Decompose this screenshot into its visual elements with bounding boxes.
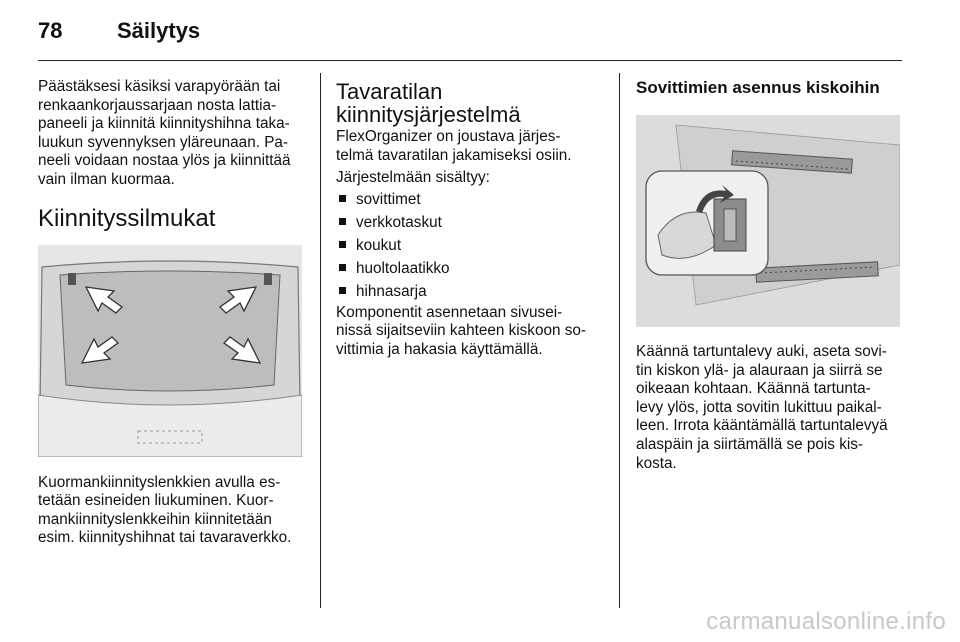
trunk-tie-down-diagram — [38, 245, 302, 457]
bullet-icon — [339, 287, 346, 294]
body-line: kosta. — [636, 454, 677, 472]
chapter-title: Säilytys — [117, 18, 201, 43]
body-line: levy ylös, jotta sovitin lukittuu paikal- — [636, 398, 882, 416]
column-3 — [636, 78, 906, 473]
watermark: carmanualsonline.info — [706, 608, 946, 635]
outro-line: Komponentit asennetaan sivusei- — [336, 303, 563, 321]
bullet-icon — [339, 241, 346, 248]
body-line: tin kiskon ylä- ja alauraan ja siirrä se — [636, 361, 883, 379]
body-line: alaspäin ja siirtämällä se pois kis- — [636, 435, 863, 453]
section-heading: Sovittimien asennus kiskoihin — [636, 78, 880, 97]
list-item: verkkotaskut — [336, 211, 610, 234]
intro-line: telmä tavaratilan jakamiseksi osiin. — [336, 146, 572, 164]
caption-line: mankiinnityslenkkeihin kiinnitetään — [38, 510, 272, 528]
section-heading: Kiinnityssilmukat — [38, 204, 216, 232]
bullet-icon — [339, 218, 346, 225]
page-number: 78 — [38, 18, 63, 43]
list-item: hihnasarja — [336, 280, 610, 303]
list-item: koukut — [336, 234, 610, 257]
intro-line: FlexOrganizer on joustava järjes- — [336, 128, 561, 145]
body-line: leen. Irrota kääntämällä tartuntalevyä — [636, 417, 888, 435]
intro-line: renkaankorjaussarjaan nosta lattia- — [38, 96, 277, 114]
list-item: huoltolaatikko — [336, 257, 610, 280]
column-2 — [336, 78, 610, 360]
intro-line: neeli voidaan nostaa ylös ja kiinnittää — [38, 152, 291, 170]
section-heading-line: kiinnitysjärjestelmä — [336, 102, 521, 127]
header-rule — [38, 60, 902, 61]
body-line: Käännä tartuntalevy auki, aseta sovi- — [636, 343, 887, 360]
caption-line: tetään esineiden liukuminen. Kuor- — [38, 492, 274, 510]
column-divider-1 — [320, 73, 321, 608]
trunk-illustration — [38, 245, 302, 457]
intro-line: luukun syvennyksen yläreunaan. Pa- — [38, 133, 289, 151]
intro-line: vain ilman kuormaa. — [38, 170, 175, 188]
bullet-icon — [339, 195, 346, 202]
body-line: oikeaan kohtaan. Käännä tartunta- — [636, 380, 871, 398]
outro-line: nissä sijaitseviin kahteen kiskoon so- — [336, 322, 586, 340]
outro-line: vittimia ja hakasia käyttämällä. — [336, 340, 543, 358]
intro-line: Päästäksesi käsiksi varapyörään tai — [38, 78, 281, 95]
bullet-icon — [339, 264, 346, 271]
list-intro: Järjestelmään sisältyy: — [336, 169, 490, 187]
caption-line: Kuormankiinnityslenkkien avulla es- — [38, 473, 281, 491]
intro-line: paneeli ja kiinnitä kiinnityshihna taka- — [38, 115, 290, 133]
column-divider-2 — [619, 73, 620, 608]
list-item: sovittimet — [336, 188, 610, 211]
rail-adapter-diagram — [636, 115, 900, 327]
rail-adapter-illustration — [636, 115, 900, 327]
section-heading-line: Tavaratilan — [336, 79, 443, 104]
component-list — [336, 188, 610, 303]
column-1 — [38, 78, 310, 548]
caption-line: esim. kiinnityshihnat tai tavaraverkko. — [38, 529, 292, 547]
